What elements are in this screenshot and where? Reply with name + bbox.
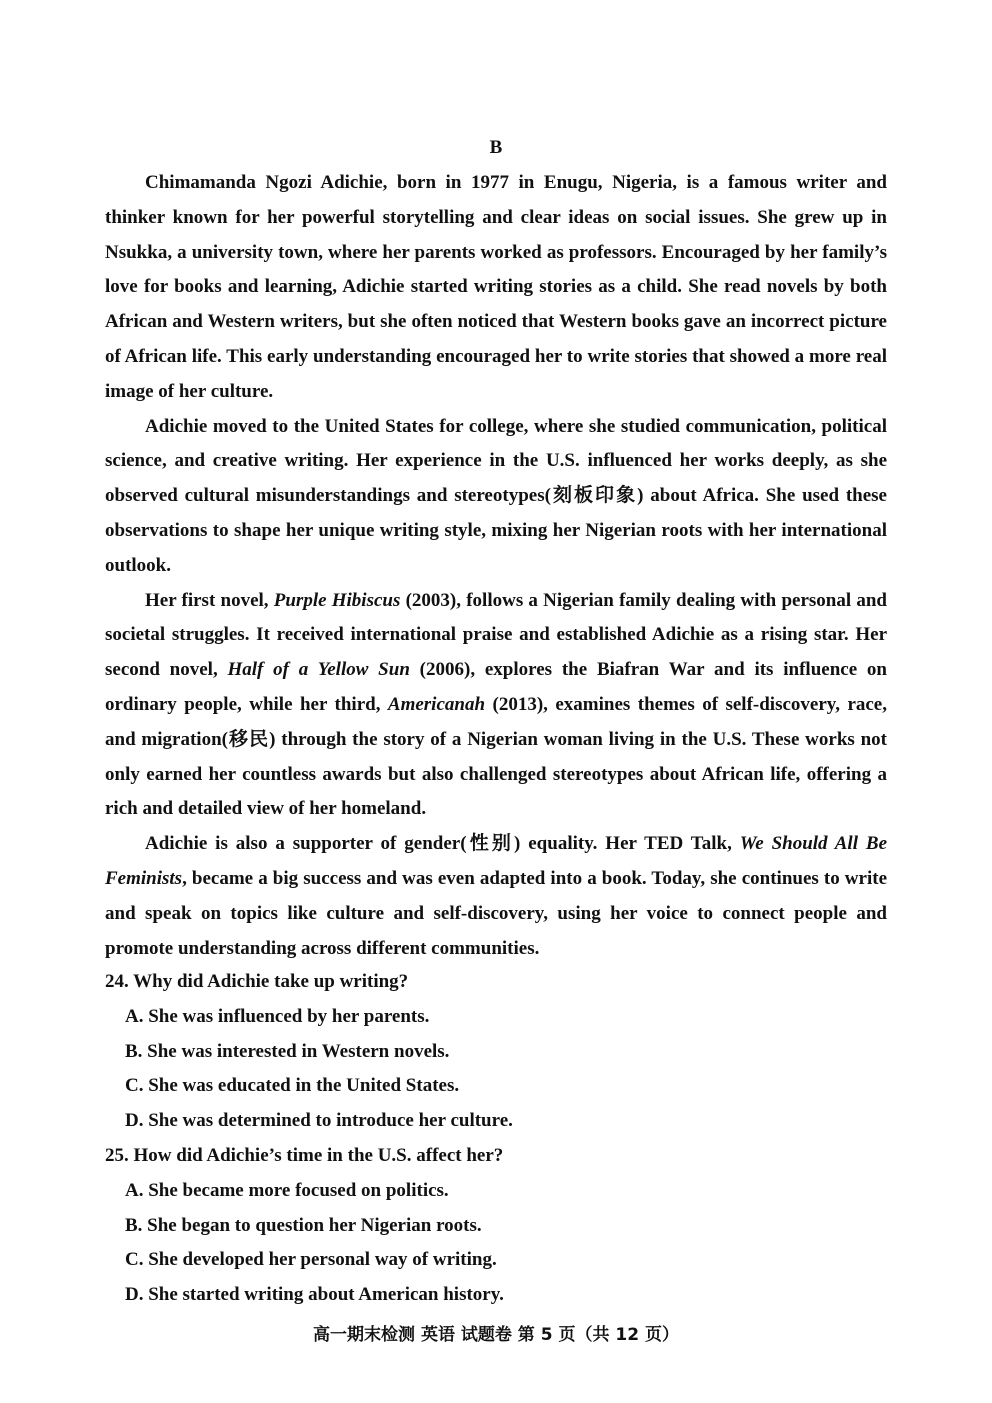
paragraph-text: Her first novel,: [145, 589, 274, 611]
page-footer: 高一期末检测 英语 试题卷 第 5 页（共 12 页）: [313, 1325, 679, 1345]
paragraph-text: (2006), explores the Biafran War and its influence on ordinary people, while her third,: [105, 659, 887, 715]
passage-paragraph: [105, 410, 887, 584]
book-title: Half of a Yellow Sun: [227, 659, 410, 681]
paragraph-text: (2003), follows a Nigerian family dealing with personal and societal struggles. It received international praise and established Adichie as a rising star. Her second novel,: [105, 589, 887, 681]
option-a: A. She was influenced by her parents.: [125, 1005, 430, 1027]
option-d: D. She was determined to introduce her culture.: [125, 1110, 513, 1132]
paragraph-text: Adichie is also a supporter of gender(性别) equality. Her TED Talk,: [145, 833, 740, 855]
passage-paragraph: [105, 584, 887, 828]
paragraph-text: , became a big success and was even adapted into a book. Today, she continues to write and speak on topics like culture and self-discovery, using her voice to connect people and promote understanding across different communities.: [105, 867, 887, 959]
option-d: D. She started writing about American history.: [125, 1284, 504, 1306]
question-stem: 24. Why did Adichie take up writing?: [105, 971, 409, 992]
book-title: Americanah: [387, 693, 486, 715]
paragraph-text: Adichie moved to the United States for college, where she studied communication, political science, and creative writing. Her experience in the U.S. influenced her works deeply, as she observed cultural misunderstandings and stereotypes(刻板印象) about Africa. She used these observations to shape her unique writing style, mixing her Nigerian roots with her international outlook.: [105, 415, 887, 576]
reading-passage: [105, 166, 887, 966]
book-title: Purple Hibiscus: [273, 589, 401, 611]
talk-title: We Should All Be Feminists: [105, 833, 888, 889]
option-c: C. She developed her personal way of writing.: [125, 1249, 497, 1271]
question-25: [105, 1139, 887, 1313]
paragraph-text: (2013), examines themes of self-discovery, race, and migration(移民) through the story of a Nigerian woman living in the U.S. These works not only earned her countless awards but also challenged stereotypes about African life, offering a rich and detailed view of her homeland.: [105, 693, 887, 820]
passage-paragraph: [105, 827, 887, 966]
question-stem: 25. How did Adichie’s time in the U.S. affect her?: [105, 1144, 504, 1166]
option-a: A. She became more focused on politics.: [125, 1179, 449, 1201]
option-b: B. She began to question her Nigerian roots.: [125, 1214, 482, 1236]
question-24: [105, 965, 887, 1139]
option-b: B. She was interested in Western novels.: [125, 1040, 450, 1062]
section-label: B: [489, 137, 503, 158]
question-list: [105, 965, 887, 1313]
passage-paragraph: [105, 166, 887, 410]
paragraph-text: Chimamanda Ngozi Adichie, born in 1977 in Enugu, Nigeria, is a famous writer and thinker known for her powerful storytelling and clear ideas on social issues. She grew up in Nsukka, a university town, where her parents worked as professors. Encouraged by her family’s love for books and learning, Adichie started writing stories as a child. She read novels by both African and Western writers, but she often noticed that Western books gave an incorrect picture of African life. This early understanding encouraged her to write stories that showed a more real image of her culture.: [105, 172, 887, 402]
option-c: C. She was educated in the United States.: [125, 1075, 460, 1097]
